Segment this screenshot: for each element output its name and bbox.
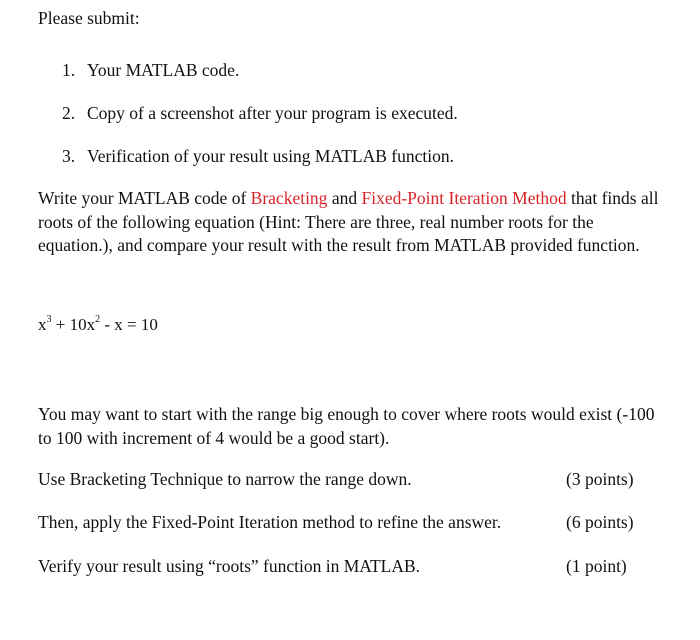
submit-item-text: Copy of a screenshot after your program is executed.	[87, 103, 458, 123]
submit-item-number: 1.	[62, 60, 76, 80]
task-fixed-point: Then, apply the Fixed-Point Iteration method to refine the answer.	[38, 512, 502, 532]
points-verify-roots: (1 point)	[566, 556, 627, 576]
task-verify-roots: Verify your result using “roots” function in MATLAB.	[38, 556, 421, 576]
task-text-part2: and	[327, 188, 362, 208]
range-paragraph: You may want to start with the range big enough to cover where roots would exist (-100 to 100 with increment of 4 would be a good start).	[38, 404, 655, 448]
task-text-part1: Write your MATLAB code of	[38, 188, 251, 208]
submit-item-number: 3.	[62, 146, 76, 166]
submit-item-1	[62, 60, 239, 81]
submit-item-number: 2.	[62, 103, 76, 123]
fixed-point-highlight: Fixed-Point Iteration Method	[361, 188, 567, 208]
task-text-part3: that finds all roots of the following equation (Hint: There are three, real number roots for the equation.), and compare your result with the result from MATLAB provided function.	[38, 188, 659, 255]
points-fixed-point: (6 points)	[566, 512, 634, 532]
bracketing-highlight: Bracketing	[250, 188, 328, 208]
equation-rest: - x = 10	[100, 315, 158, 334]
equation	[38, 315, 158, 335]
equation-term2: + 10x	[51, 315, 96, 334]
intro-heading: Please submit:	[38, 8, 140, 28]
task-bracketing: Use Bracketing Technique to narrow the range down.	[38, 469, 412, 489]
submit-item-2	[62, 103, 458, 124]
task-paragraph	[38, 187, 668, 258]
equation-exponent-3: 3	[46, 314, 52, 326]
submit-item-text: Verification of your result using MATLAB function.	[87, 146, 454, 166]
submit-item-3	[62, 146, 454, 167]
equation-term1: x	[38, 315, 47, 334]
equation-exponent-2: 2	[95, 314, 101, 326]
submit-item-text: Your MATLAB code.	[87, 60, 240, 80]
points-bracketing: (3 points)	[566, 469, 634, 489]
